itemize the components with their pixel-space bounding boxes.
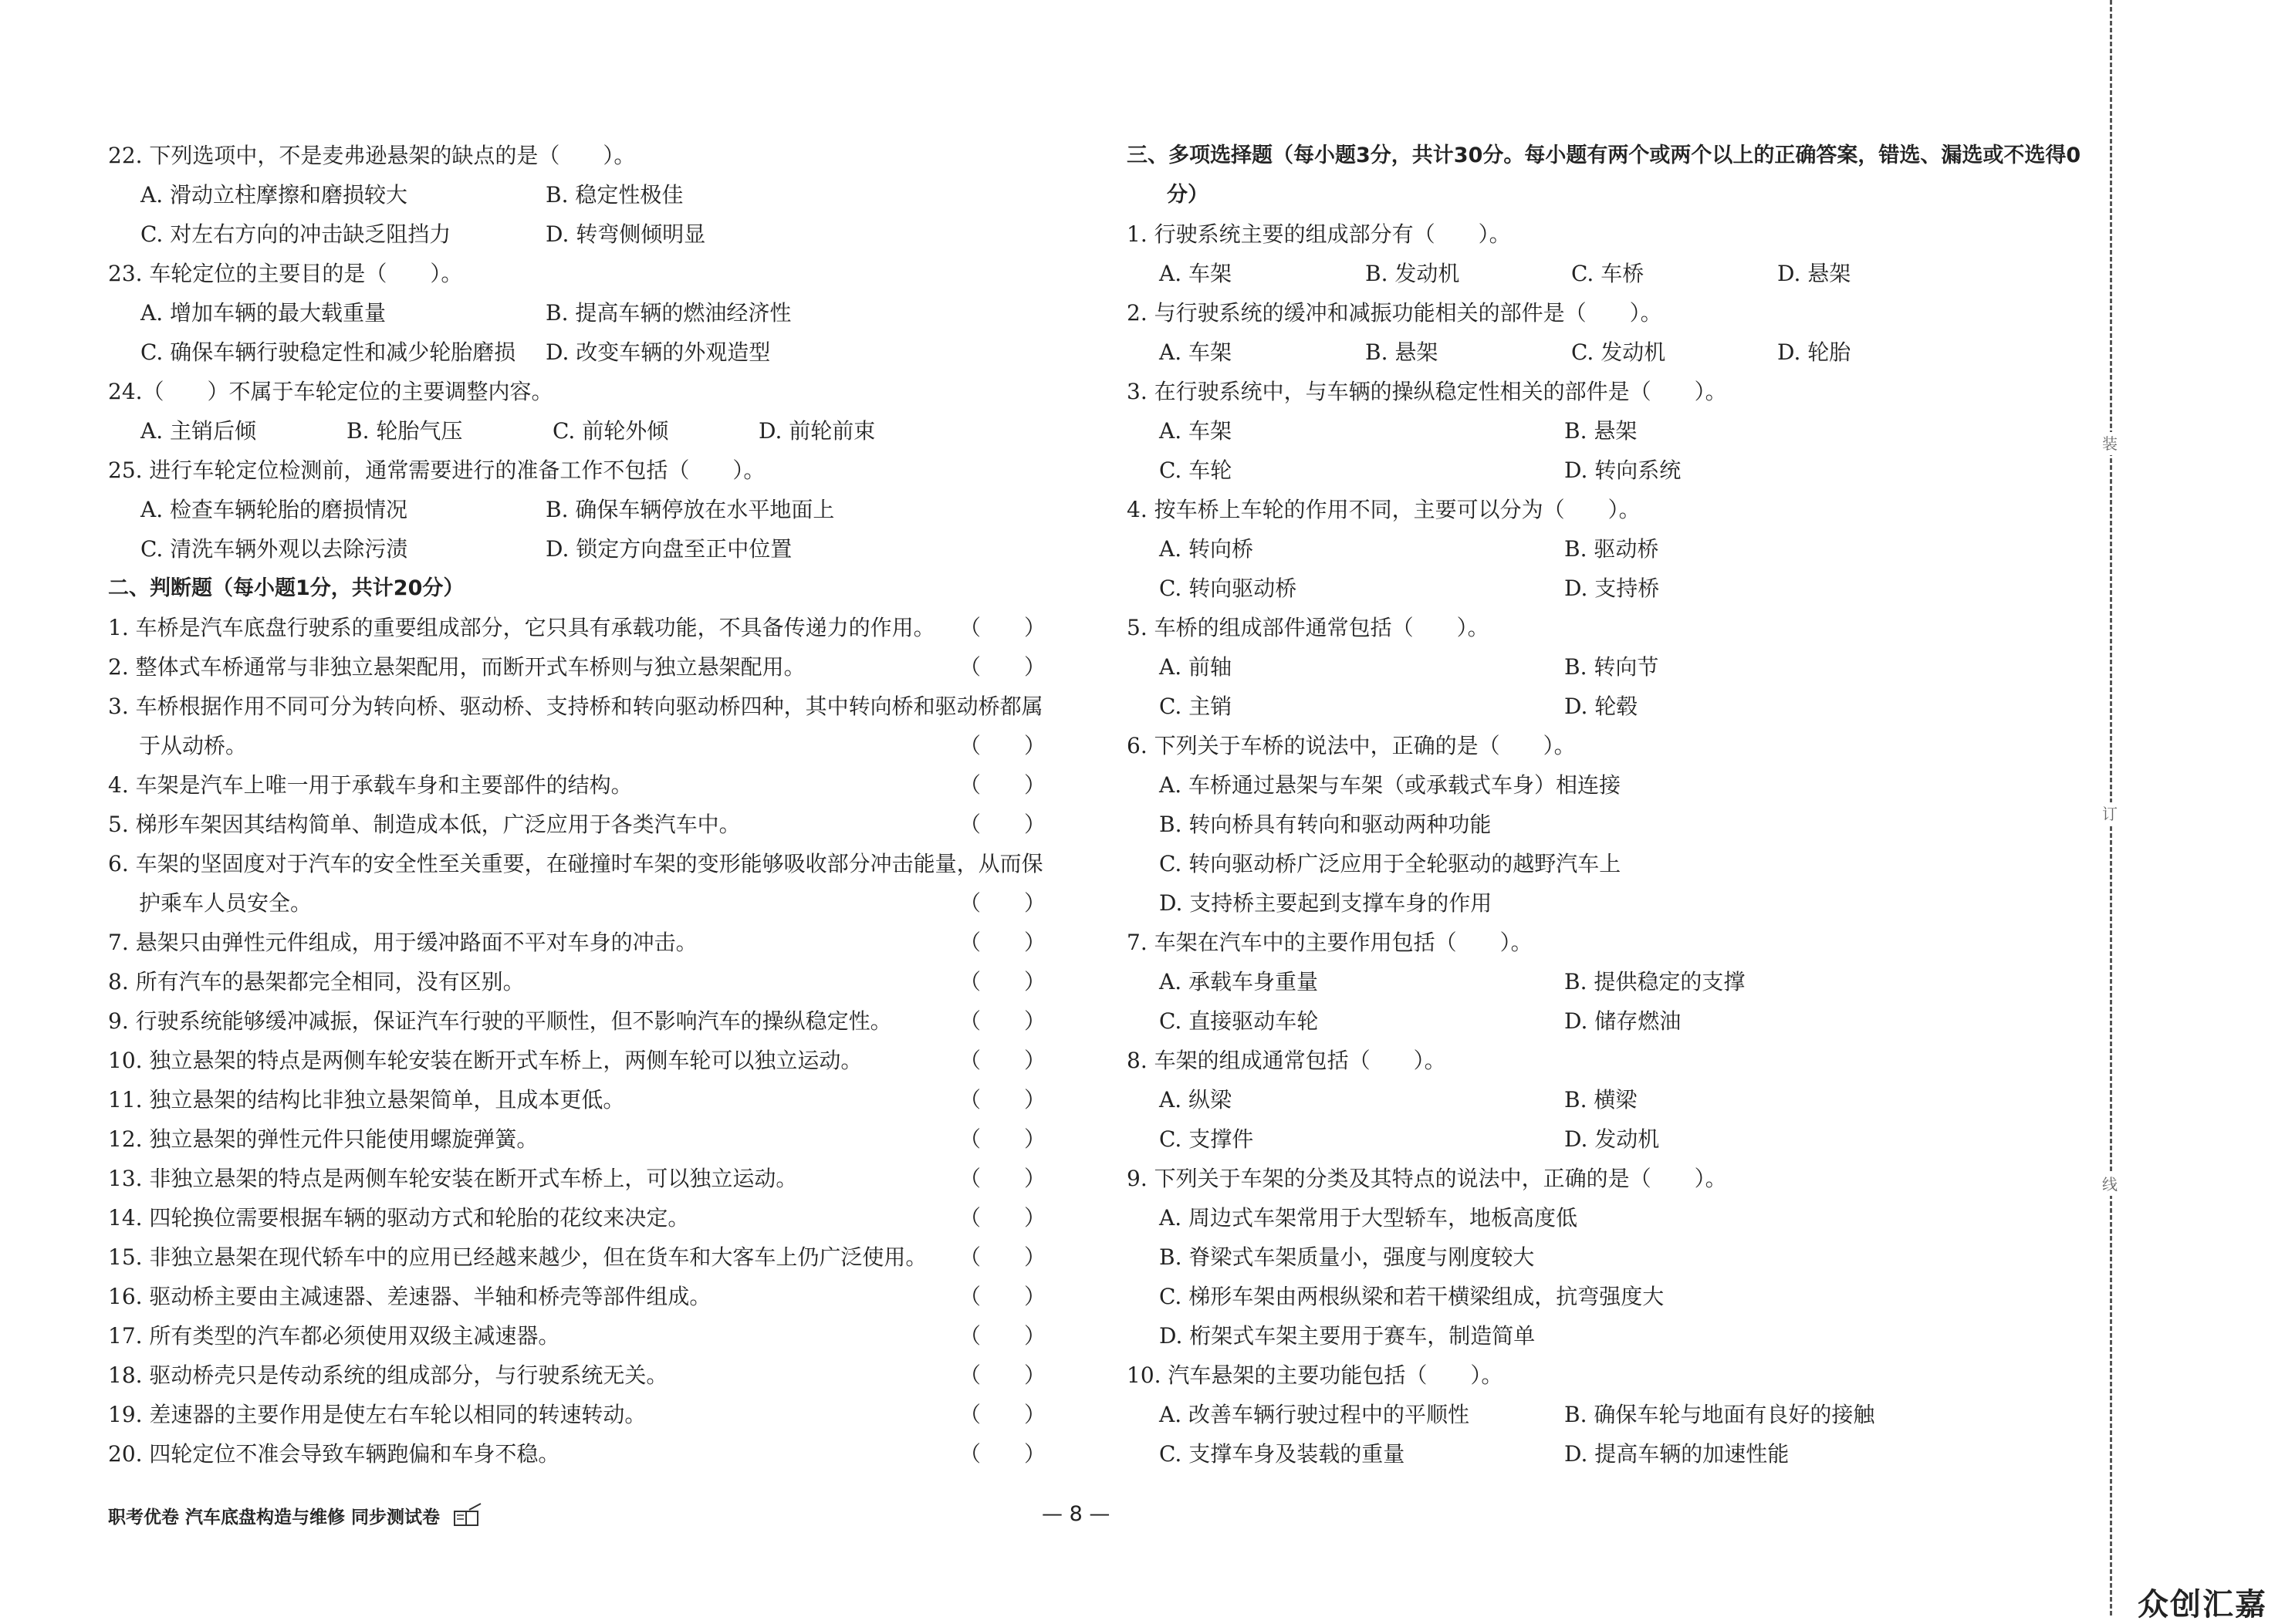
question-stem: 5. 车桥的组成部件通常包括（ ）。: [1127, 615, 1489, 640]
judgement-text: 15. 非独立悬架在现代轿车中的应用已经越来越少，但在货车和大客车上仍广泛使用。: [108, 1244, 928, 1270]
section-title: 二、判断题（每小题1分，共计20分）: [108, 576, 465, 600]
answer-blank[interactable]: （ ）: [958, 969, 1046, 994]
option: C. 支撑车身及装载的重量: [1159, 1441, 1405, 1467]
judgement-text: 12. 独立悬架的弹性元件只能使用螺旋弹簧。: [108, 1126, 539, 1152]
judgement-text: 10. 独立悬架的特点是两侧车轮安装在断开式车桥上，两侧车轮可以独立运动。: [108, 1048, 863, 1073]
binding-mark: 订: [2098, 802, 2121, 826]
option: A. 周边式车架常用于大型轿车，地板高度低: [1159, 1205, 1578, 1231]
option: B. 提高车辆的燃油经济性: [546, 300, 792, 326]
judgement-text: 3. 车桥根据作用不同可分为转向桥、驱动桥、支持桥和转向驱动桥四种，其中转向桥和驱动桥都属于从动桥。: [108, 694, 1043, 758]
judgement-item: [108, 1277, 1046, 1316]
option: A. 检查车辆轮胎的磨损情况: [140, 497, 408, 522]
question-stem: 23. 车轮定位的主要目的是（ ）。: [108, 261, 463, 286]
question-stem: 9. 下列关于车架的分类及其特点的说法中，正确的是（ ）。: [1127, 1166, 1727, 1191]
question-stem: 3. 在行驶系统中，与车辆的操纵稳定性相关的部件是（ ）。: [1127, 379, 1727, 404]
options-row: [1127, 529, 2084, 569]
judgement-item: [108, 844, 1046, 923]
option: C. 对左右方向的冲击缺乏阻挡力: [140, 221, 451, 247]
judgement-text: 8. 所有汽车的悬架都完全相同，没有区别。: [108, 969, 525, 994]
judgement-item: [108, 647, 1046, 687]
option: B. 发动机: [1365, 261, 1460, 286]
judgement-text: 18. 驱动桥壳只是传动系统的组成部分，与行驶系统无关。: [108, 1362, 668, 1388]
answer-blank[interactable]: （ ）: [958, 890, 1046, 916]
option: D. 转弯侧倾明显: [546, 221, 706, 247]
option: C. 确保车辆行驶稳定性和减少轮胎磨损: [140, 339, 516, 365]
judgement-item: [108, 1237, 1046, 1277]
judgement-text: 19. 差速器的主要作用是使左右车轮以相同的转速转动。: [108, 1402, 647, 1427]
question-stem: 24.（ ）不属于车轮定位的主要调整内容。: [108, 379, 553, 404]
options-row: [108, 175, 1046, 214]
option: A. 滑动立柱摩擦和磨损较大: [140, 182, 408, 208]
option: C. 主销: [1159, 694, 1232, 719]
option: B. 确保车辆停放在水平地面上: [546, 497, 835, 522]
multi-choice-list: [1127, 214, 2084, 1474]
right-column: [1127, 136, 2084, 1474]
answer-blank[interactable]: （ ）: [958, 1362, 1046, 1388]
judgement-text: 1. 车桥是汽车底盘行驶系的重要组成部分，它只具有承载功能，不具备传递力的作用。: [108, 615, 935, 640]
judgement-item: [108, 1434, 1046, 1474]
option: D. 提高车辆的加速性能: [1564, 1441, 1790, 1467]
answer-blank[interactable]: （ ）: [958, 1166, 1046, 1191]
option: B. 稳定性极佳: [546, 182, 684, 208]
options-row: [1127, 1001, 2084, 1041]
option: C. 清洗车辆外观以去除污渍: [140, 536, 408, 562]
judgement-text: 4. 车架是汽车上唯一用于承载车身和主要部件的结构。: [108, 772, 633, 798]
answer-blank[interactable]: （ ）: [958, 772, 1046, 798]
page-number: — 8 —: [1042, 1502, 1110, 1526]
option: D. 悬架: [1777, 261, 1851, 286]
option: D. 改变车辆的外观造型: [546, 339, 771, 365]
option: B. 悬架: [1365, 339, 1438, 365]
answer-blank[interactable]: （ ）: [958, 1126, 1046, 1152]
answer-blank[interactable]: （ ）: [958, 1441, 1046, 1467]
judgement-text: 17. 所有类型的汽车都必须使用双级主减速器。: [108, 1323, 560, 1349]
book-pen-icon: [452, 1502, 483, 1528]
option: A. 承载车身重量: [1159, 969, 1319, 994]
option: A. 车架: [1159, 261, 1232, 286]
binding-mark: 线: [2098, 1173, 2121, 1196]
answer-blank[interactable]: （ ）: [958, 1205, 1046, 1231]
options-row: [1127, 254, 2084, 293]
section-title: 三、多项选择题（每小题3分，共计30分。每小题有两个或两个以上的正确答案，错选、漏选或不选得0分）: [1127, 143, 2081, 207]
judgement-item: [108, 1198, 1046, 1237]
options-row: [1127, 1119, 2084, 1159]
judgement-list: [108, 608, 1046, 1474]
option: C. 直接驱动车轮: [1159, 1008, 1319, 1034]
options-row: [1127, 962, 2084, 1001]
question-stem: 10. 汽车悬架的主要功能包括（ ）。: [1127, 1362, 1503, 1388]
option: C. 车桥: [1571, 261, 1644, 286]
option: B. 确保车轮与地面有良好的接触: [1564, 1402, 1875, 1427]
judgement-text: 2. 整体式车桥通常与非独立悬架配用，而断开式车桥则与独立悬架配用。: [108, 654, 806, 680]
option: B. 驱动桥: [1564, 536, 1659, 562]
question-stem: 22. 下列选项中，不是麦弗逊悬架的缺点的是（ ）。: [108, 143, 636, 168]
option: C. 车轮: [1159, 457, 1232, 483]
judgement-text: 7. 悬架只由弹性元件组成，用于缓冲路面不平对车身的冲击。: [108, 930, 698, 955]
judgement-item: [108, 805, 1046, 844]
option: A. 主销后倾: [140, 418, 257, 444]
option: B. 悬架: [1564, 418, 1638, 444]
option: C. 支撑件: [1159, 1126, 1254, 1152]
judgement-item: [108, 1316, 1046, 1356]
options-row: [1127, 1395, 2084, 1434]
question-stem: 25. 进行车轮定位检测前，通常需要进行的准备工作不包括（ ）。: [108, 457, 766, 483]
left-column: [108, 136, 1046, 1474]
option: D. 支持桥: [1564, 576, 1660, 601]
answer-blank[interactable]: （ ）: [958, 812, 1046, 837]
judgement-item: [108, 1159, 1046, 1198]
option: C. 梯形车架由两根纵梁和若干横梁组成，抗弯强度大: [1159, 1284, 1665, 1309]
answer-blank[interactable]: （ ）: [958, 1008, 1046, 1034]
question-stem: 4. 按车桥上车轮的作用不同，主要可以分为（ ）。: [1127, 497, 1641, 522]
options-row: [1127, 569, 2084, 608]
answer-blank[interactable]: （ ）: [958, 1048, 1046, 1073]
question-stem: 8. 车架的组成通常包括（ ）。: [1127, 1048, 1446, 1073]
option: A. 转向桥: [1159, 536, 1254, 562]
judgement-text: 14. 四轮换位需要根据车辆的驱动方式和轮胎的花纹来决定。: [108, 1205, 690, 1231]
options-row: [108, 333, 1046, 372]
option: D. 支持桥主要起到支撑车身的作用: [1159, 890, 1492, 916]
question-stem: 1. 行驶系统主要的组成部分有（ ）。: [1127, 221, 1511, 247]
option: A. 纵梁: [1159, 1087, 1232, 1112]
judgement-text: 6. 车架的坚固度对于汽车的安全性至关重要，在碰撞时车架的变形能够吸收部分冲击能量，从而保护乘车人员安全。: [108, 851, 1043, 916]
options-row: [1127, 647, 2084, 687]
option: A. 车桥通过悬架与车架（或承载式车身）相连接: [1159, 772, 1621, 798]
option: D. 轮胎: [1777, 339, 1851, 365]
question-stem: 6. 下列关于车桥的说法中，正确的是（ ）。: [1127, 733, 1576, 758]
judgement-text: 5. 梯形车架因其结构简单、制造成本低，广泛应用于各类汽车中。: [108, 812, 741, 837]
option: A. 改善车辆行驶过程中的平顺性: [1159, 1402, 1470, 1427]
judgement-item: [108, 1395, 1046, 1434]
option: A. 车架: [1159, 418, 1232, 444]
judgement-item: [108, 608, 1046, 647]
option: D. 前轮前束: [759, 418, 876, 444]
options-row: [108, 490, 1046, 529]
option: A. 车架: [1159, 339, 1232, 365]
judgement-item: [108, 962, 1046, 1001]
option: A. 前轴: [1159, 654, 1232, 680]
judgement-text: 20. 四轮定位不准会导致车辆跑偏和车身不稳。: [108, 1441, 560, 1467]
options-row: [1127, 1080, 2084, 1119]
judgement-text: 9. 行驶系统能够缓冲减振，保证汽车行驶的平顺性，但不影响汽车的操纵稳定性。: [108, 1008, 892, 1034]
option: D. 储存燃油: [1564, 1008, 1682, 1034]
binding-mark: 装: [2098, 432, 2121, 455]
answer-blank[interactable]: （ ）: [958, 1284, 1046, 1309]
options-row: [1127, 451, 2084, 490]
footer-text: 职考优卷 汽车底盘构造与维修 同步测试卷: [108, 1507, 441, 1528]
answer-blank[interactable]: （ ）: [958, 1402, 1046, 1427]
option: D. 轮毂: [1564, 694, 1638, 719]
options-row: [1127, 411, 2084, 451]
judgement-text: 16. 驱动桥主要由主减速器、差速器、半轴和桥壳等部件组成。: [108, 1284, 712, 1309]
options-row: [108, 411, 1046, 451]
options-row: [1127, 687, 2084, 726]
option: C. 前轮外倾: [553, 418, 669, 444]
judgement-item: [108, 1119, 1046, 1159]
judgement-item: [108, 1080, 1046, 1119]
option: C. 发动机: [1571, 339, 1666, 365]
options-row: [108, 293, 1046, 333]
option: B. 转向节: [1564, 654, 1659, 680]
option: C. 转向驱动桥广泛应用于全轮驱动的越野汽车上: [1159, 851, 1621, 876]
option: A. 增加车辆的最大载重量: [140, 300, 387, 326]
question-stem: 2. 与行驶系统的缓冲和减振功能相关的部件是（ ）。: [1127, 300, 1662, 326]
options-row: [1127, 333, 2084, 372]
answer-blank[interactable]: （ ）: [958, 1323, 1046, 1349]
option: B. 脊梁式车架质量小，强度与刚度较大: [1159, 1244, 1535, 1270]
answer-blank[interactable]: （ ）: [958, 930, 1046, 955]
option: B. 提供稳定的支撑: [1564, 969, 1746, 994]
footer: [108, 1502, 483, 1528]
answer-blank[interactable]: （ ）: [958, 615, 1046, 640]
answer-blank[interactable]: （ ）: [958, 654, 1046, 680]
option: B. 转向桥具有转向和驱动两种功能: [1159, 812, 1492, 837]
option: C. 转向驱动桥: [1159, 576, 1297, 601]
option: B. 轮胎气压: [346, 418, 463, 444]
judgement-item: [108, 923, 1046, 962]
judgement-text: 11. 独立悬架的结构比非独立悬架简单，且成本更低。: [108, 1087, 625, 1112]
judgement-text: 13. 非独立悬架的特点是两侧车轮安装在断开式车桥上，可以独立运动。: [108, 1166, 798, 1191]
option: B. 横梁: [1564, 1087, 1638, 1112]
judgement-item: [108, 1041, 1046, 1080]
option: D. 发动机: [1564, 1126, 1660, 1152]
options-row: [108, 529, 1046, 569]
question-stem: 7. 车架在汽车中的主要作用包括（ ）。: [1127, 930, 1533, 955]
options-row: [1127, 1434, 2084, 1474]
judgement-item: [108, 1356, 1046, 1395]
judgement-item: [108, 687, 1046, 765]
answer-blank[interactable]: （ ）: [958, 733, 1046, 758]
option: D. 锁定方向盘至正中位置: [546, 536, 793, 562]
option: D. 桁架式车架主要用于赛车，制造简单: [1159, 1323, 1536, 1349]
options-row: [108, 214, 1046, 254]
judgement-item: [108, 765, 1046, 805]
answer-blank[interactable]: （ ）: [958, 1087, 1046, 1112]
answer-blank[interactable]: （ ）: [958, 1244, 1046, 1270]
option: D. 转向系统: [1564, 457, 1682, 483]
judgement-item: [108, 1001, 1046, 1041]
watermark-logo: 众创汇嘉: [2138, 1587, 2267, 1622]
